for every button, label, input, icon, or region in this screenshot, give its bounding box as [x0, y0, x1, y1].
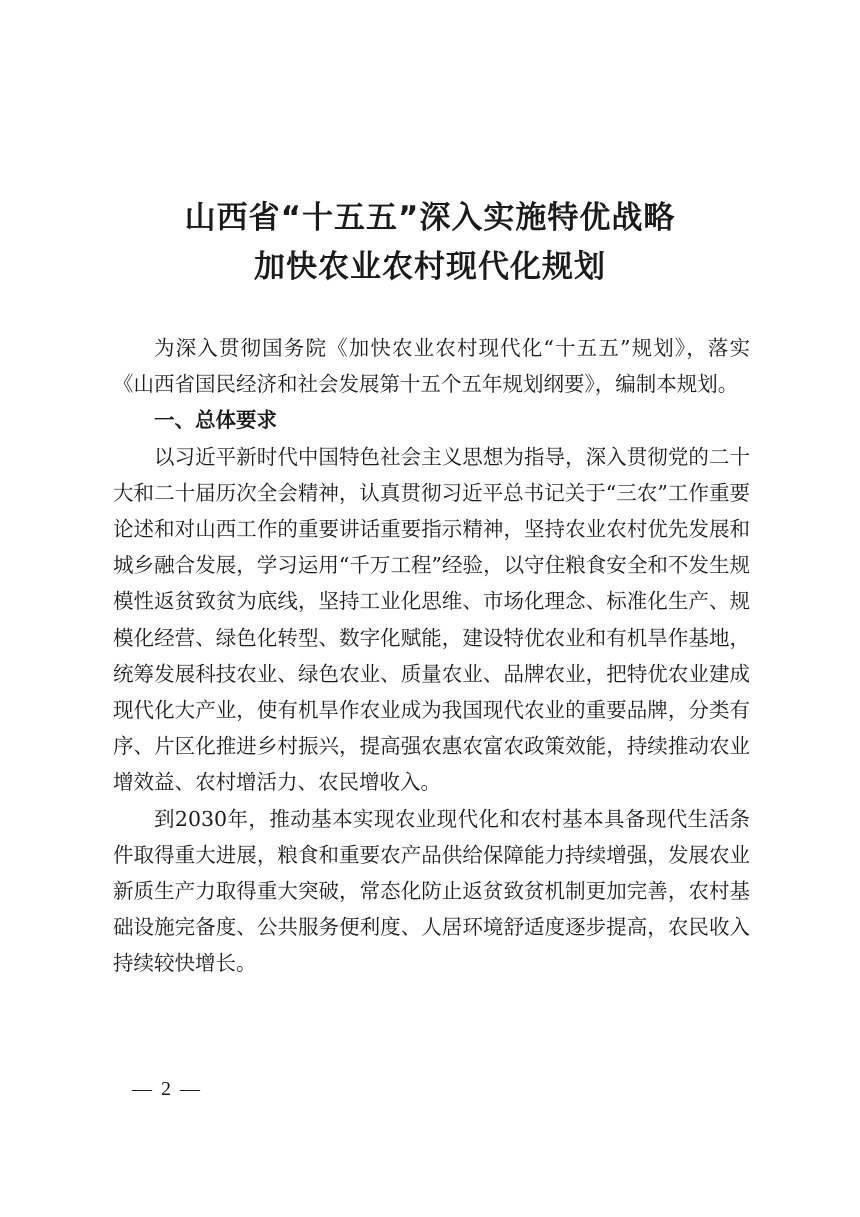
page-number: — 2 —: [132, 1078, 202, 1100]
document-body: [113, 330, 750, 982]
intro-paragraph: 为深入贯彻国务院《加快农业农村现代化“十五五”规划》，落实《山西省国民经济和社会发展第十五个五年规划纲要》，编制本规划。: [113, 336, 750, 397]
body-paragraph: 以习近平新时代中国特色社会主义思想为指导，深入贯彻党的二十大和二十届历次全会精神，认真贯彻习近平总书记关于“三农”工作重要论述和对山西工作的重要讲话重要指示精神，坚持农业农村优先发展和城乡融合发展，学习运用“千万工程”经验，以守住粮食安全和不发生规模性返贫致贫为底线，坚持工业化思维、市场化理念、标准化生产、规模化经营、绿色化转型、数字化赋能，建设特优农业和有机旱作基地，统筹发展科技农业、绿色农业、质量农业、品牌农业，把特优农业建成现代化大产业，使有机旱作农业成为我国现代农业的重要品牌，分类有序、片区化推进乡村振兴，提高强农惠农富农政策效能，持续推动农业增效益、农村增活力、农民增收入。: [113, 444, 750, 795]
document-title-line-1: 山西省“十五五”深入实施特优战略: [184, 200, 676, 236]
document-title-line-2: 加快农业农村现代化规划: [254, 249, 606, 285]
body-paragraph: 到2030年，推动基本实现农业现代化和农村基本具备现代生活条件取得重大进展，粮食和重要农产品供给保障能力持续增强，发展农业新质生产力取得重大突破，常态化防止返贫致贫机制更加完善，农村基础设施完备度、公共服务便利度、人居环境舒适度逐步提高，农民收入持续较快增长。: [113, 806, 750, 976]
section-heading: 一、总体要求: [154, 408, 277, 433]
